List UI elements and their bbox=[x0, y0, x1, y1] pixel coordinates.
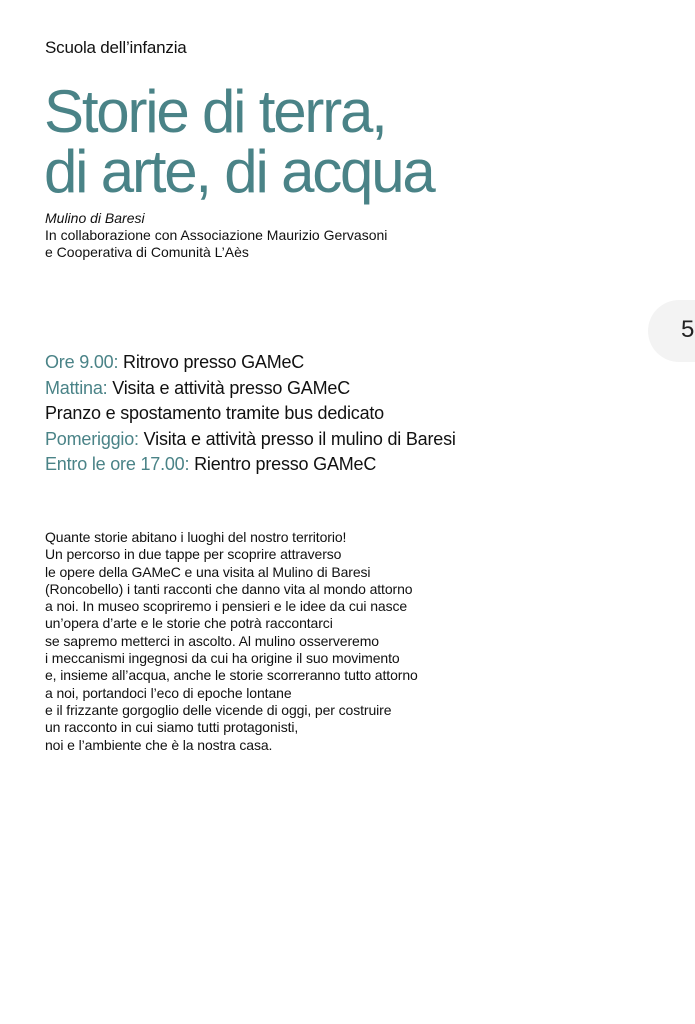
schedule-activity: Pranzo e spostamento tramite bus dedicato bbox=[45, 403, 384, 423]
description-line: e il frizzante gorgoglio delle vicende di oggi, per costruire bbox=[45, 701, 392, 718]
event-meta bbox=[45, 210, 387, 261]
schedule-row bbox=[45, 350, 456, 376]
description-line: a noi, portandoci l’eco di epoche lontane bbox=[45, 684, 292, 701]
schedule-activity: Ritrovo presso GAMeC bbox=[118, 352, 305, 372]
schedule-activity: Rientro presso GAMeC bbox=[189, 454, 377, 474]
collaboration-line-2: e Cooperativa di Comunità L’Aès bbox=[45, 244, 249, 260]
schedule-time: Pomeriggio: bbox=[45, 428, 139, 449]
schedule-row bbox=[45, 401, 456, 427]
description-line: Quante storie abitano i luoghi del nostro territorio! bbox=[45, 529, 347, 545]
description-line: Un percorso in due tappe per scoprire attraverso bbox=[45, 546, 342, 563]
description-line: se sapremo metterci in ascolto. Al mulino osserveremo bbox=[45, 632, 379, 649]
description-line: un’opera d’arte e le storie che potrà raccontarci bbox=[45, 615, 333, 632]
schedule-activity: Visita e attività presso GAMeC bbox=[107, 377, 351, 398]
title-line-1: Storie di terra, bbox=[44, 78, 386, 145]
collaboration-line-1: In collaborazione con Associazione Maurizio Gervasoni bbox=[45, 227, 388, 243]
schedule-time: Mattina: bbox=[45, 377, 108, 398]
schedule-time: Ore 9.00: bbox=[45, 352, 119, 372]
description-line: a noi. In museo scopriremo i pensieri e le idee da cui nasce bbox=[45, 598, 408, 615]
description-line: e, insieme all’acqua, anche le storie scorreranno tutto attorno bbox=[45, 667, 418, 684]
schedule-time: Entro le ore 17.00: bbox=[45, 454, 190, 474]
description-line: i meccanismi ingegnosi da cui ha origine il suo movimento bbox=[45, 650, 400, 667]
description-line: le opere della GAMeC e una visita al Mulino di Baresi bbox=[45, 563, 371, 580]
title-line-2: di arte, di acqua bbox=[44, 138, 434, 205]
schedule-row bbox=[45, 376, 456, 402]
page-number: 5 bbox=[681, 316, 695, 343]
description-line: noi e l’ambiente che è la nostra casa. bbox=[45, 736, 273, 753]
description-line: un racconto in cui siamo tutti protagonisti, bbox=[45, 719, 299, 736]
schedule-activity: Visita e attività presso il mulino di Baresi bbox=[138, 428, 456, 449]
schedule bbox=[45, 350, 456, 478]
page-number-tab bbox=[648, 300, 695, 362]
section-label: Scuola dell’infanzia bbox=[45, 38, 187, 57]
description bbox=[45, 529, 465, 754]
description-line: (Roncobello) i tanti racconti che danno vita al mondo attorno bbox=[45, 580, 413, 597]
schedule-row bbox=[45, 452, 456, 478]
venue-name: Mulino di Baresi bbox=[45, 210, 145, 226]
page-title bbox=[44, 78, 434, 205]
schedule-row bbox=[45, 427, 456, 453]
